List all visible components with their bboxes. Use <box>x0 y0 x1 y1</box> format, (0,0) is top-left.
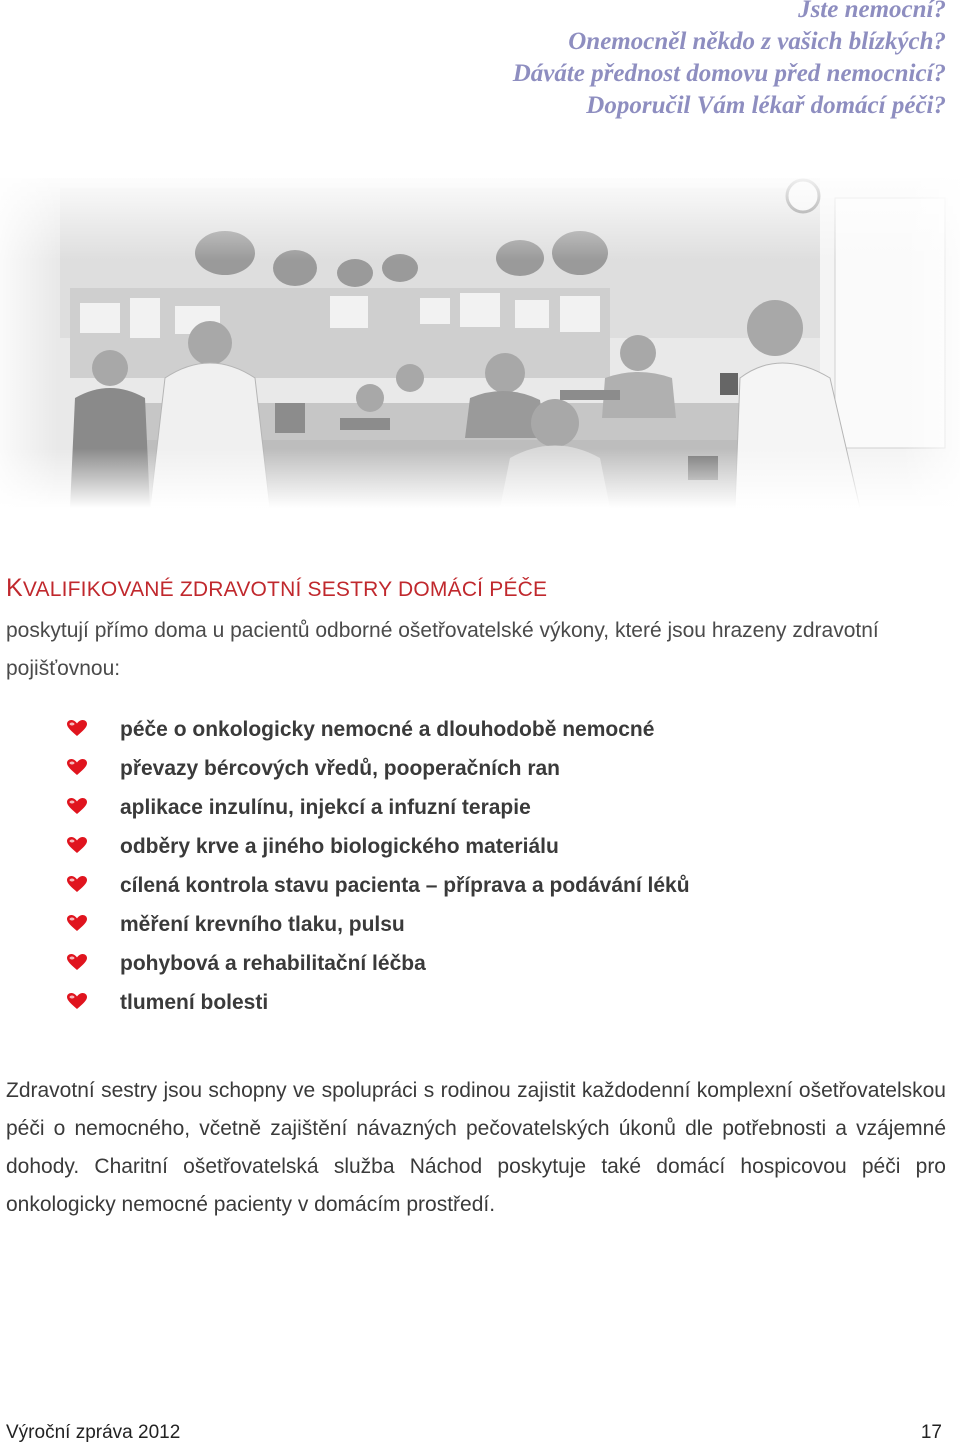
footer-title: Výroční zpráva 2012 <box>6 1422 181 1443</box>
services-list <box>0 715 960 1027</box>
list-item <box>0 949 960 988</box>
office-photo <box>0 178 960 508</box>
heart-icon <box>66 836 88 854</box>
office-photo-image <box>0 178 960 508</box>
service-label: péče o onkologicky nemocné a dlouhodobě nemocné <box>120 718 655 741</box>
list-item <box>0 871 960 910</box>
list-item <box>0 832 960 871</box>
heart-icon <box>66 992 88 1010</box>
question-line: Dáváte přednost domovu před nemocnicí? <box>512 60 946 87</box>
service-label: cílená kontrola stavu pacienta – příprava a podávání léků <box>120 874 690 897</box>
list-item <box>0 715 960 754</box>
service-label: tlumení bolesti <box>120 991 269 1014</box>
heading-initial: K <box>6 574 23 602</box>
heart-icon <box>66 797 88 815</box>
service-label: měření krevního tlaku, pulsu <box>120 913 405 936</box>
question-line: Doporučil Vám lékař domácí péči? <box>586 92 946 119</box>
list-item <box>0 793 960 832</box>
heart-icon <box>66 914 88 932</box>
service-label: aplikace inzulínu, injekcí a infuzní terapie <box>120 796 531 819</box>
heart-icon <box>66 875 88 893</box>
body-paragraph: Zdravotní sestry jsou schopny ve spolupráci s rodinou zajistit každodenní komplexní ošetřovatelskou péči o nemocného, včetně zajištění návazných pečovatelských úkonů dle potřebnosti a vzájemné dohody. Charitní ošetřovatelská služba Náchod poskytuje také domácí hospicovou péči pro onkologicky nemocné pacienty v domácím prostředí. <box>6 1079 946 1216</box>
list-item <box>0 988 960 1027</box>
intro-paragraph: poskytují přímo doma u pacientů odborné ošetřovatelské výkony, které jsou hrazeny zdravotní pojišťovnou: <box>6 619 879 680</box>
service-label: pohybová a rehabilitační léčba <box>120 952 426 975</box>
intro-questions <box>246 0 946 122</box>
service-label: odběry krve a jiného biologického materiálu <box>120 835 559 858</box>
question-line: Onemocněl někdo z vašich blízkých? <box>568 28 946 55</box>
heart-icon <box>66 758 88 776</box>
service-label: převazy bércových vředů, pooperačních ran <box>120 757 560 780</box>
section-heading <box>6 574 547 603</box>
list-item <box>0 910 960 949</box>
heart-icon <box>66 953 88 971</box>
question-line: Jste nemocní? <box>798 0 946 23</box>
heading-text: VALIFIKOVANÉ ZDRAVOTNÍ SESTRY DOMÁCÍ PÉČE <box>22 578 548 601</box>
list-item <box>0 754 960 793</box>
page-number: 17 <box>920 1422 942 1443</box>
heart-icon <box>66 719 88 737</box>
